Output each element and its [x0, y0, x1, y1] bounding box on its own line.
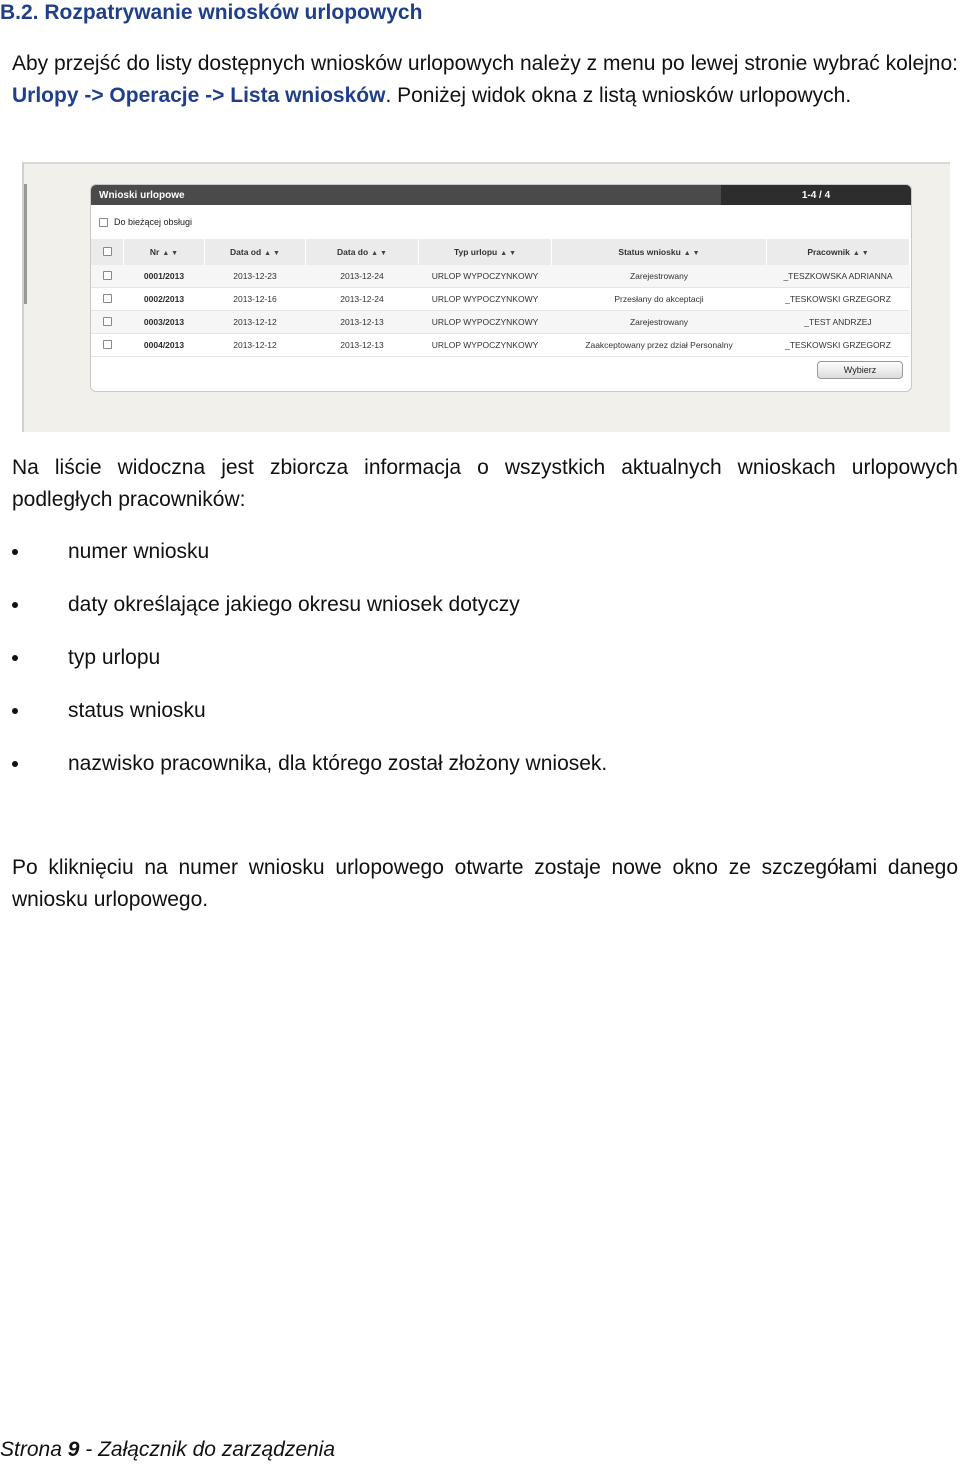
- list-item-text: typ urlopu: [68, 646, 161, 669]
- pager[interactable]: 1-4 / 4: [721, 185, 911, 205]
- column-header-pracownik[interactable]: [767, 239, 910, 265]
- list-description: Na liście widoczna jest zbiorcza informacja o wszystkich aktualnych wnioskach urlopowych podległych pracowników:: [12, 456, 958, 511]
- column-label: Status wniosku: [618, 247, 681, 257]
- row-checkbox[interactable]: [103, 294, 112, 303]
- section-heading: B.2. Rozpatrywanie wniosków urlopowych: [0, 1, 423, 24]
- column-header-data-do[interactable]: [306, 239, 419, 265]
- row-select-cell: [91, 311, 124, 334]
- request-number[interactable]: 0002/2013: [124, 288, 205, 311]
- sort-arrows-icon[interactable]: ▲ ▼: [500, 250, 517, 257]
- date-to: 2013-12-13: [306, 334, 419, 357]
- table-row[interactable]: [91, 288, 910, 311]
- column-header-status[interactable]: [552, 239, 767, 265]
- list-item: [0, 589, 607, 642]
- request-number[interactable]: 0001/2013: [124, 265, 205, 288]
- list-item-text: numer wniosku: [68, 540, 210, 563]
- column-header-typ[interactable]: [419, 239, 552, 265]
- requests-panel: [90, 184, 912, 392]
- row-checkbox[interactable]: [103, 340, 112, 349]
- sort-arrows-icon[interactable]: ▲ ▼: [264, 250, 280, 257]
- table-row[interactable]: [91, 265, 910, 288]
- column-label: Data do: [337, 247, 369, 257]
- list-item: [0, 748, 607, 801]
- intro-paragraph: [12, 48, 958, 112]
- row-checkbox[interactable]: [103, 317, 112, 326]
- list-item: [0, 642, 607, 695]
- list-item-text: status wniosku: [68, 699, 206, 722]
- employee-name: _TEST ANDRZEJ: [767, 311, 910, 334]
- select-all-header: [91, 239, 124, 265]
- list-item-text: nazwisko pracownika, dla którego został złożony wniosek.: [68, 752, 608, 775]
- footer-prefix: Strona: [0, 1438, 68, 1461]
- info-list: [0, 536, 607, 801]
- menu-path: Urlopy -> Operacje -> Lista wniosków: [12, 84, 386, 107]
- column-label: Nr: [149, 247, 160, 257]
- date-from: 2013-12-12: [205, 334, 306, 357]
- row-select-cell: [91, 288, 124, 311]
- date-from: 2013-12-23: [205, 265, 306, 288]
- date-from: 2013-12-16: [205, 288, 306, 311]
- bullet-icon: [12, 708, 18, 714]
- select-all-checkbox[interactable]: [103, 247, 112, 256]
- row-select-cell: [91, 265, 124, 288]
- leave-type: URLOP WYPOCZYNKOWY: [419, 311, 552, 334]
- request-status: Zarejestrowany: [552, 311, 767, 334]
- sort-arrows-icon[interactable]: ▲ ▼: [371, 250, 387, 257]
- intro-text: Aby przejść do listy dostępnych wniosków urlopowych należy z menu po lewej stronie wybrać kolejno:: [12, 52, 958, 75]
- sort-arrows-icon[interactable]: ▲ ▼: [683, 250, 700, 257]
- requests-table: [91, 239, 910, 357]
- table-row[interactable]: [91, 311, 910, 334]
- panel-header: [91, 185, 911, 205]
- column-label: Pracownik: [807, 247, 850, 257]
- bullet-icon: [12, 761, 18, 767]
- leave-type: URLOP WYPOCZYNKOWY: [419, 288, 552, 311]
- employee-name: _TESKOWSKI GRZEGORZ: [767, 334, 910, 357]
- leave-type: URLOP WYPOCZYNKOWY: [419, 265, 552, 288]
- employee-name: _TESKOWSKI GRZEGORZ: [767, 288, 910, 311]
- bullet-icon: [12, 549, 18, 555]
- request-status: Zarejestrowany: [552, 265, 767, 288]
- table-header-row: [91, 239, 910, 265]
- click-description: Po kliknięciu na numer wniosku urlopowego otwarte zostaje nowe okno ze szczegółami danego wniosku urlopowego.: [12, 856, 958, 911]
- request-number[interactable]: 0003/2013: [124, 311, 205, 334]
- footer-suffix: - Załącznik do zarządzenia: [79, 1438, 336, 1461]
- sort-arrows-icon[interactable]: ▲ ▼: [162, 250, 179, 257]
- date-to: 2013-12-24: [306, 265, 419, 288]
- sort-arrows-icon[interactable]: ▲ ▼: [852, 250, 869, 257]
- request-number[interactable]: 0004/2013: [124, 334, 205, 357]
- panel-title: Wnioski urlopowe: [99, 189, 185, 201]
- request-status: Zaakceptowany przez dział Personalny: [552, 334, 767, 357]
- list-item: [0, 695, 607, 748]
- column-header-nr[interactable]: [124, 239, 205, 265]
- page-footer: [0, 1438, 335, 1462]
- intro-text-end: . Poniżej widok okna z listą wniosków urlopowych.: [385, 84, 852, 107]
- leave-type: URLOP WYPOCZYNKOWY: [419, 334, 552, 357]
- filter-row: [91, 205, 911, 239]
- button-row: [91, 353, 911, 391]
- column-header-data-od[interactable]: [205, 239, 306, 265]
- date-to: 2013-12-13: [306, 311, 419, 334]
- row-checkbox[interactable]: [103, 271, 112, 280]
- screenshot-edge: [24, 184, 27, 304]
- column-label: Data od: [230, 247, 262, 257]
- bullet-icon: [12, 655, 18, 661]
- date-to: 2013-12-24: [306, 288, 419, 311]
- filter-label: Do bieżącej obsługi: [114, 217, 193, 227]
- column-label: Typ urlopu: [453, 247, 498, 257]
- bullet-icon: [12, 602, 18, 608]
- list-item: [0, 536, 607, 589]
- date-from: 2013-12-12: [205, 311, 306, 334]
- request-status: Przesłany do akceptacji: [552, 288, 767, 311]
- page-number: 9: [67, 1438, 80, 1461]
- filter-checkbox[interactable]: [99, 218, 108, 227]
- select-button[interactable]: Wybierz: [817, 361, 903, 379]
- screenshot-frame: [22, 162, 950, 432]
- list-item-text: daty określające jakiego okresu wniosek dotyczy: [68, 593, 520, 616]
- employee-name: _TESZKOWSKA ADRIANNA: [767, 265, 910, 288]
